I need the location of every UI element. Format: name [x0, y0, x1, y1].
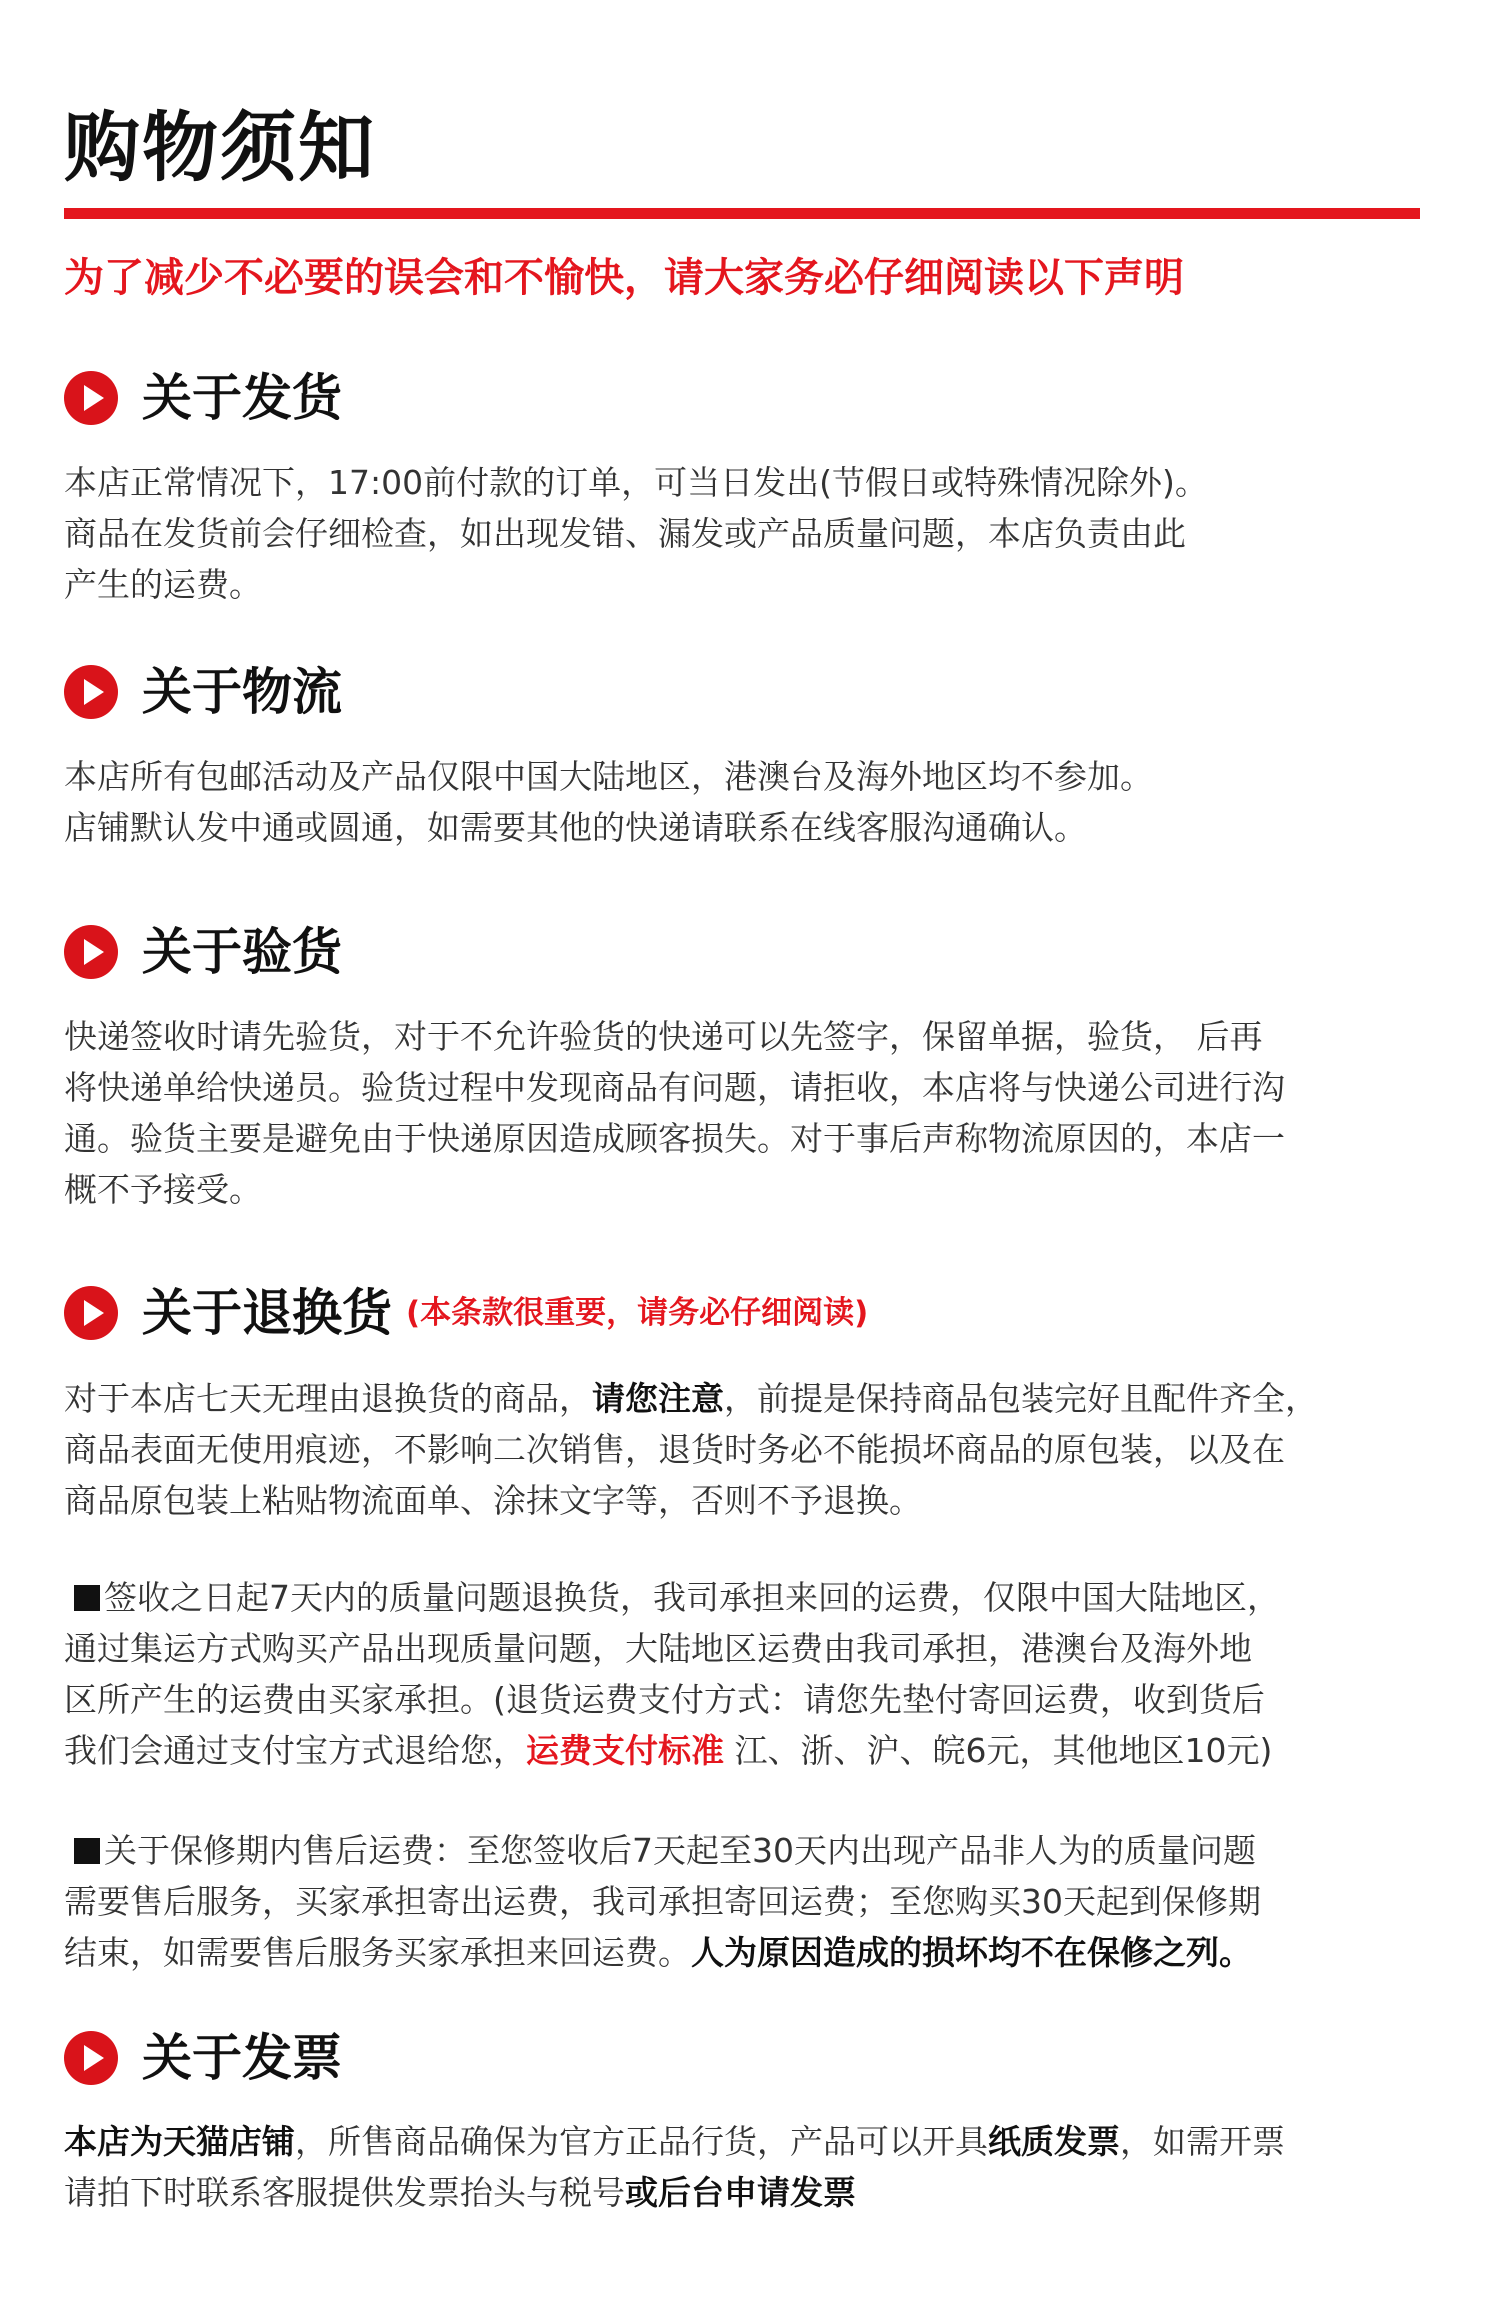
text-line: 产生的运费。 — [64, 565, 262, 604]
text-line — [64, 1927, 1436, 1978]
black-square-bullet-icon — [74, 1838, 100, 1864]
text-run: 关于保修期内售后运费：至您签收后7天起至30天内出现产品非人为的质量问题 — [104, 1831, 1256, 1870]
returns-paragraph-3 — [64, 1825, 1436, 1978]
text-line: 商品在发货前会仔细检查，如出现发错、漏发或产品质量问题，本店负责由此 — [64, 514, 1186, 553]
emphasis-text: 请您注意 — [592, 1379, 724, 1418]
section-header-logistics — [64, 665, 342, 719]
text-line: 通。验货主要是避免由于快递原因造成顾客损失。对于事后声称物流原因的，本店一 — [64, 1119, 1285, 1158]
text-line — [64, 1572, 1436, 1623]
emphasis-text: 人为原因造成的损坏均不在保修之列。 — [691, 1933, 1252, 1972]
section-header-shipping — [64, 371, 342, 425]
section-body-inspection — [64, 1011, 1436, 1215]
play-circle-icon — [64, 2031, 118, 2085]
text-line: 商品表面无使用痕迹，不影响二次销售，退货时务必不能损坏商品的原包装，以及在 — [64, 1430, 1285, 1469]
section-header-inspection — [64, 925, 342, 979]
text-line — [64, 1373, 1436, 1424]
text-run: ，前提是保持商品包装完好且配件齐全， — [724, 1379, 1318, 1418]
section-body-logistics — [64, 751, 1436, 853]
returns-paragraph-2 — [64, 1572, 1436, 1776]
play-circle-icon — [64, 665, 118, 719]
play-circle-icon — [64, 925, 118, 979]
returns-paragraph-1 — [64, 1373, 1436, 1526]
play-circle-icon — [64, 1286, 118, 1340]
text-line: 需要售后服务，买家承担寄出运费，我司承担寄回运费；至您购买30天起到保修期 — [64, 1882, 1261, 1921]
text-run: 签收之日起7天内的质量问题退换货，我司承担来回的运费，仅限中国大陆地区， — [104, 1578, 1280, 1617]
play-circle-icon — [64, 371, 118, 425]
text-line: 快递签收时请先验货，对于不允许验货的快递可以先签字，保留单据，验货， 后再 — [64, 1017, 1263, 1056]
page-title: 购物须知 — [64, 103, 376, 192]
intro-statement: 为了减少不必要的误会和不愉快，请大家务必仔细阅读以下声明 — [64, 255, 1184, 301]
text-line — [64, 2167, 1436, 2218]
section-body-invoice — [64, 2116, 1436, 2218]
text-line: 本店正常情况下，17:00前付款的订单，可当日发出(节假日或特殊情况除外)。 — [64, 463, 1208, 502]
section-body-shipping — [64, 457, 1436, 610]
section-note-returns: (本条款很重要，请务必仔细阅读) — [406, 1294, 869, 1331]
text-line: 概不予接受。 — [64, 1170, 262, 1209]
text-line: 本店所有包邮活动及产品仅限中国大陆地区，港澳台及海外地区均不参加。 — [64, 757, 1153, 796]
section-title-returns: 关于退换货 — [142, 1284, 392, 1342]
text-run: 结束，如需要售后服务买家承担来回运费。 — [64, 1933, 691, 1972]
section-title-inspection: 关于验货 — [142, 923, 342, 981]
text-line: 店铺默认发中通或圆通，如需要其他的快递请联系在线客服沟通确认。 — [64, 808, 1087, 847]
title-divider — [64, 208, 1420, 219]
text-run: 我们会通过支付宝方式退给您， — [64, 1731, 526, 1770]
section-header-invoice — [64, 2031, 342, 2085]
black-square-bullet-icon — [74, 1585, 100, 1611]
text-run: 对于本店七天无理由退换货的商品， — [64, 1379, 592, 1418]
section-header-returns — [64, 1286, 868, 1340]
emphasis-text: 纸质发票 — [988, 2122, 1120, 2161]
text-line — [64, 1725, 1436, 1776]
text-run: 请拍下时联系客服提供发票抬头与税号 — [64, 2173, 625, 2212]
text-line: 商品原包装上粘贴物流面单、涂抹文字等，否则不予退换。 — [64, 1481, 922, 1520]
text-line: 将快递单给快递员。验货过程中发现商品有问题，请拒收，本店将与快递公司进行沟 — [64, 1068, 1285, 1107]
text-line: 通过集运方式购买产品出现质量问题，大陆地区运费由我司承担，港澳台及海外地 — [64, 1629, 1252, 1668]
section-title-shipping: 关于发货 — [142, 369, 342, 427]
text-run: ，如需开票 — [1120, 2122, 1285, 2161]
text-line — [64, 2116, 1436, 2167]
section-title-invoice: 关于发票 — [142, 2029, 342, 2087]
text-run: 江、浙、沪、皖6元，其他地区10元) — [724, 1731, 1273, 1770]
text-line — [64, 1825, 1436, 1876]
emphasis-text: 本店为天猫店铺 — [64, 2122, 295, 2161]
emphasis-text: 或后台申请发票 — [625, 2173, 856, 2212]
shipping-fee-standard-label: 运费支付标准 — [526, 1731, 724, 1770]
section-title-logistics: 关于物流 — [142, 663, 342, 721]
text-line: 区所产生的运费由买家承担。(退货运费支付方式：请您先垫付寄回运费，收到货后 — [64, 1680, 1265, 1719]
text-run: ，所售商品确保为官方正品行货，产品可以开具 — [295, 2122, 988, 2161]
